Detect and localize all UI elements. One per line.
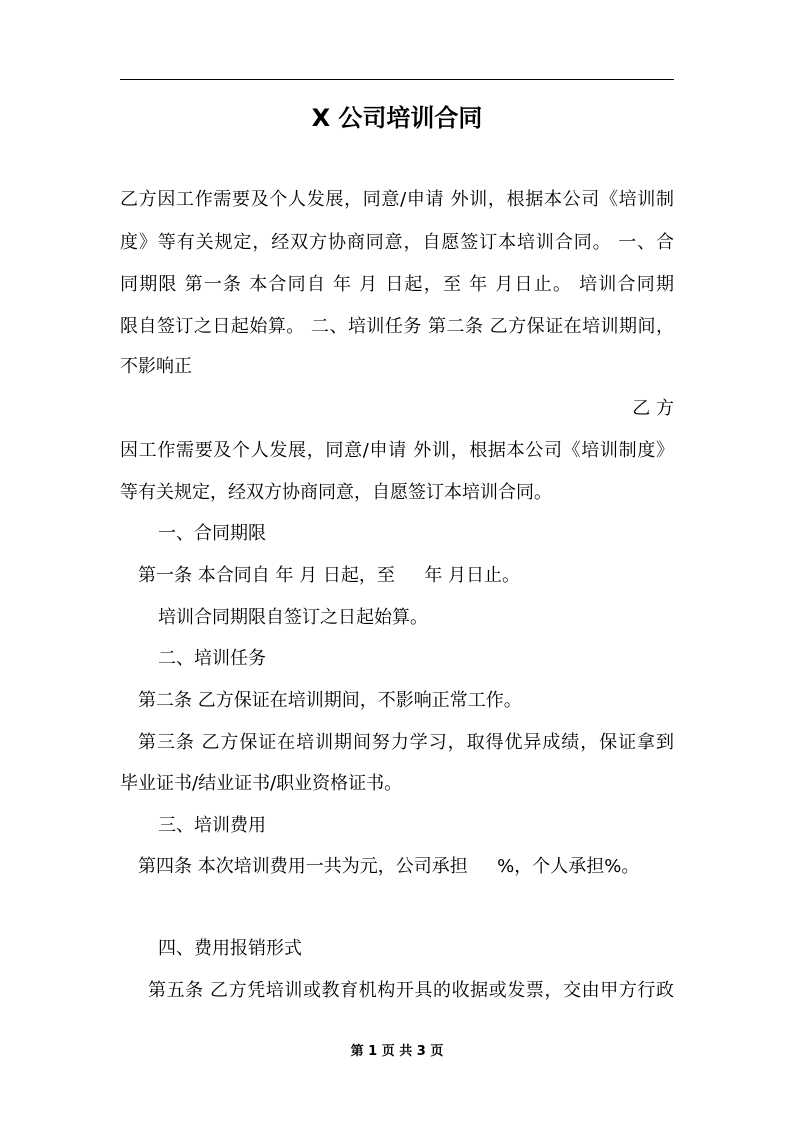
section-heading-fees: 三、培训费用 [158, 815, 266, 836]
paragraph-line: 限自签订之日起始算。 二、培训任务 第二条 乙方保证在培训期间， [120, 316, 674, 337]
section-heading-term: 一、合同期限 [158, 523, 266, 544]
clause-text: 培训合同期限自签订之日起始算。 [158, 607, 428, 628]
clause-1: 第一条 本合同自 年 月 日起，至 年 月日止。 [138, 565, 521, 586]
paragraph-line: 度》等有关规定，经双方协商同意，自愿签订本培训合同。 一、合 [120, 232, 674, 253]
page-number-footer: 第 1 页 共 3 页 [350, 1044, 444, 1059]
paragraph-line: 乙方因工作需要及个人发展，同意/申请 外训，根据本公司《培训制 [120, 189, 674, 210]
clause-3: 第三条 乙方保证在培训期间努力学习，取得优异成绩，保证拿到 [138, 732, 674, 753]
clause-5: 第五条 乙方凭培训或教育机构开具的收据或发票，交由甲方行政 [148, 980, 674, 1001]
paragraph-line: 因工作需要及个人发展，同意/申请 外训，根据本公司《培训制度》 [120, 440, 674, 461]
header-rule [120, 79, 674, 80]
document-title: X 公司培训合同 [311, 104, 483, 132]
paragraph-line: 不影响正 [120, 356, 192, 377]
clause-3-cont: 毕业证书/结业证书/职业资格证书。 [120, 773, 403, 794]
clause-2: 第二条 乙方保证在培训期间，不影响正常工作。 [138, 690, 522, 711]
paragraph-line-right: 乙 方 [632, 398, 674, 419]
paragraph-line: 等有关规定，经双方协商同意，自愿签订本培训合同。 [120, 482, 552, 503]
clause-4: 第四条 本次培训费用一共为元，公司承担 %，个人承担%。 [138, 856, 640, 877]
paragraph-line: 同期限 第一条 本合同自 年 月 日起，至 年 月日止。 培训合同期 [120, 274, 674, 295]
section-heading-reimbursement: 四、费用报销形式 [158, 938, 302, 959]
section-heading-task: 二、培训任务 [158, 648, 266, 669]
